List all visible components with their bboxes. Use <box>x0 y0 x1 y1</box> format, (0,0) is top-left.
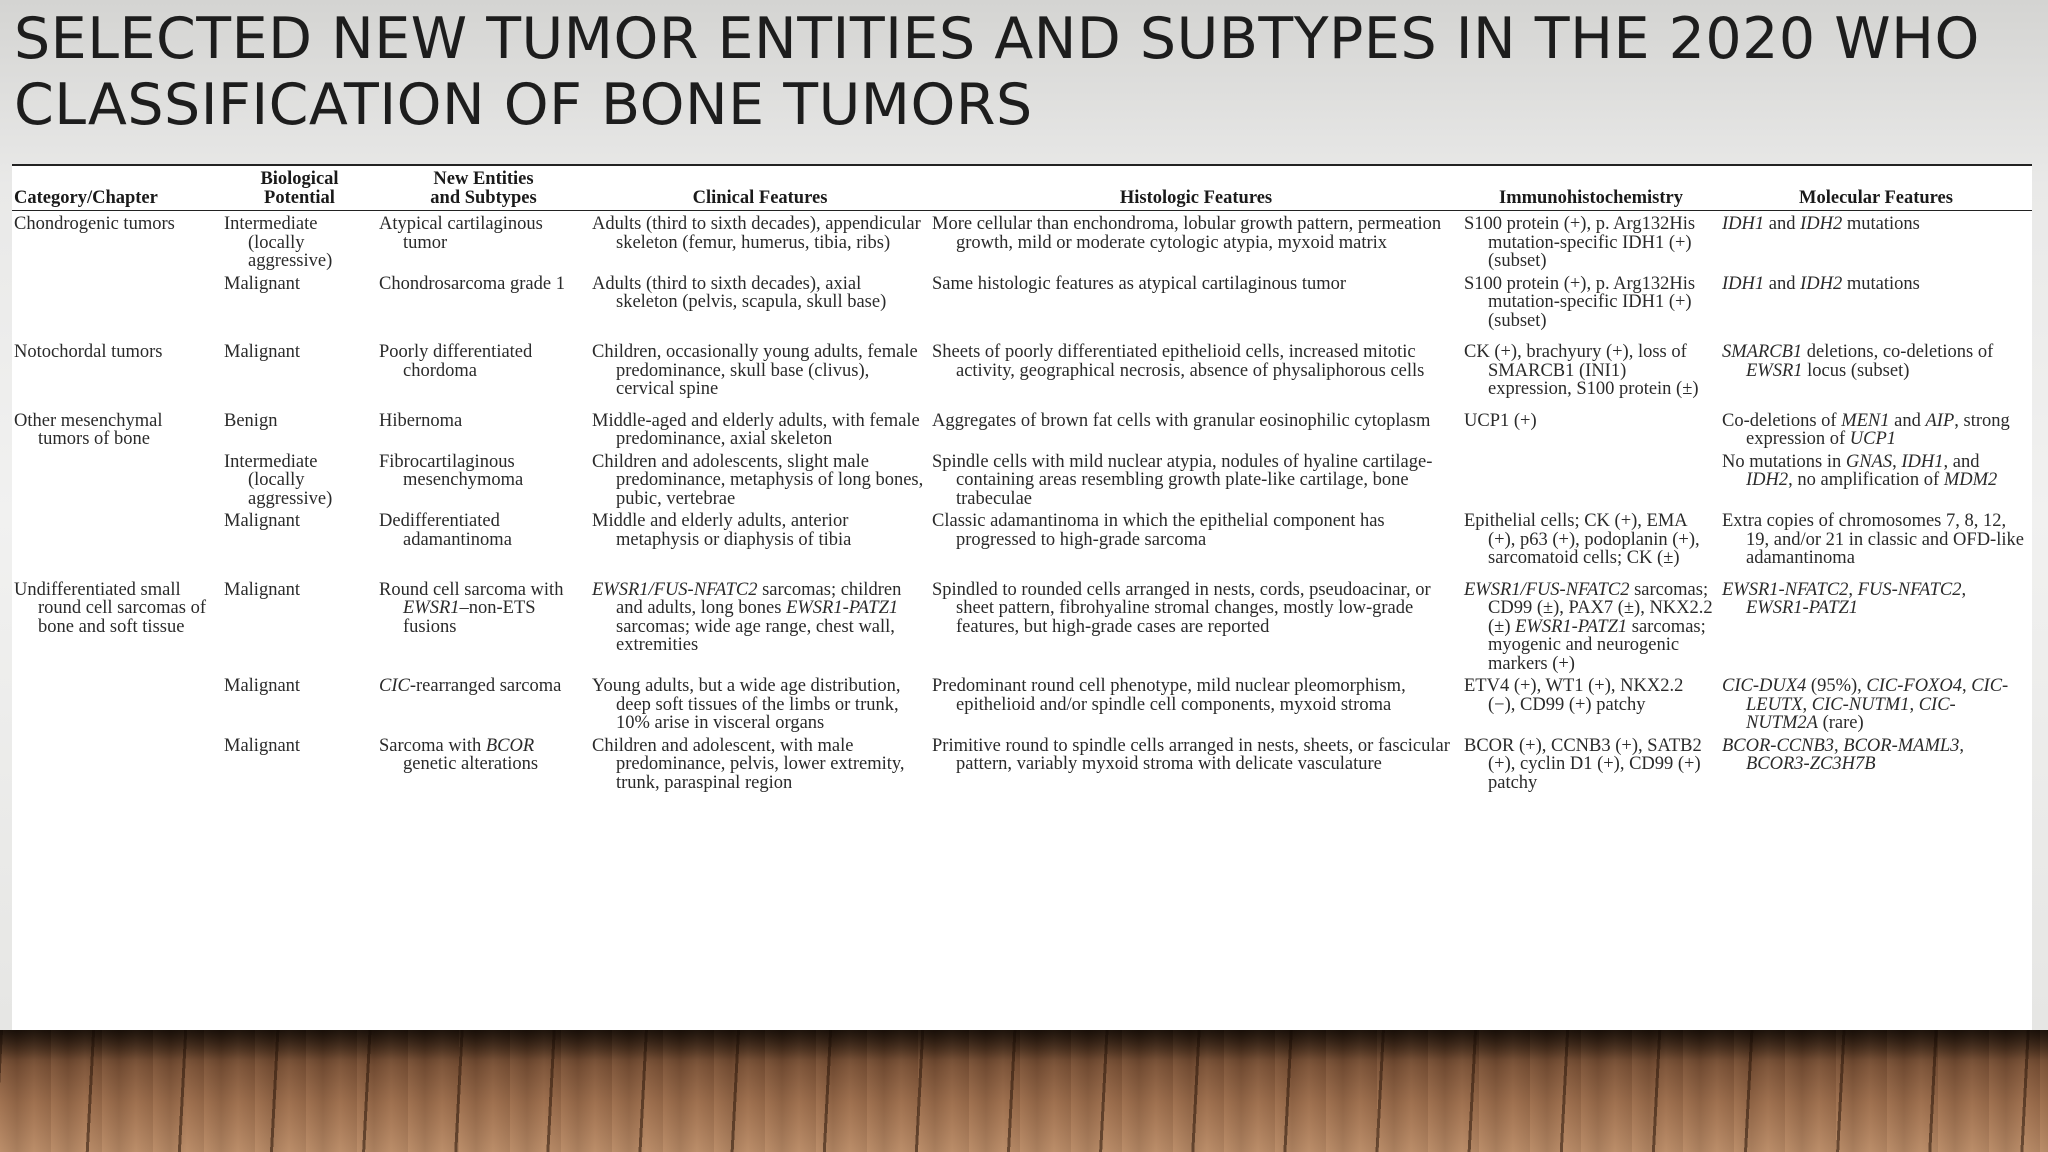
cell-entity: Hibernoma <box>379 410 463 431</box>
cell-category <box>12 733 222 793</box>
header-entities: New Entities and Subtypes <box>430 169 537 208</box>
cell-histologic: Aggregates of brown fat cells with granular eosinophilic cytoplasm <box>932 410 1431 431</box>
cell-histologic: Predominant round cell phenotype, mild nuclear pleomorphism, epithelioid and/or spindle cell components, myxoid stroma <box>932 676 1406 715</box>
cell-molecular: IDH1 and IDH2 mutations <box>1722 273 1920 294</box>
cell-clinical: Young adults, but a wide age distribution, deep soft tissues of the limbs or trunk, 10% arise in visceral organs <box>592 676 901 733</box>
cell-ihc: EWSR1/FUS-NFATC2 sarcomas; CD99 (±), PAX7 (±), NKX2.2 (±) EWSR1-PATZ1 sarcomas; myogenic and neurogenic markers (+) <box>1464 579 1713 674</box>
table-row <box>12 449 2032 509</box>
cell-potential: Intermediate (locally aggressive) <box>224 451 333 509</box>
cell-category <box>12 271 222 331</box>
cell-category <box>12 449 222 509</box>
slide-title-line-1: SELECTED NEW TUMOR ENTITIES AND SUBTYPES IN THE 2020 WHO <box>14 6 1980 72</box>
cell-ihc: BCOR (+), CCNB3 (+), SATB2 (+), cyclin D1 (+), CD99 (+) patchy <box>1464 735 1702 793</box>
cell-ihc <box>1462 449 1720 509</box>
table-row <box>12 568 2032 674</box>
cell-molecular: CIC-DUX4 (95%), CIC-FOXO4, CIC-LEUTX, CIC-NUTM1, CIC-NUTM2A (rare) <box>1722 676 2009 733</box>
cell-entity: Round cell sarcoma with EWSR1–non-ETS fusions <box>379 579 564 637</box>
header-ihc: Immunohistochemistry <box>1499 188 1683 208</box>
table-header-row <box>12 165 2032 211</box>
floor-shadow <box>0 1030 2048 1060</box>
table-row <box>12 271 2032 331</box>
table-row <box>12 508 2032 568</box>
header-clinical: Clinical Features <box>692 188 828 208</box>
cell-ihc: S100 protein (+), p. Arg132His mutation-specific IDH1 (+) (subset) <box>1464 214 1696 271</box>
cell-clinical: Middle-aged and elderly adults, with female predominance, axial skeleton <box>592 410 920 449</box>
cell-histologic: Primitive round to spindle cells arranged in nests, sheets, or fascicular pattern, variably myxoid stroma with delicate vasculature <box>932 735 1450 774</box>
cell-ihc: S100 protein (+), p. Arg132His mutation-specific IDH1 (+) (subset) <box>1464 273 1696 331</box>
cell-ihc: Epithelial cells; CK (+), EMA (+), p63 (+), podoplanin (+), sarcomatoid cells; CK (±) <box>1464 511 1700 568</box>
cell-histologic: Spindle cells with mild nuclear atypia, nodules of hyaline cartilage-containing areas resembling growth plate-like cartilage, bone trabeculae <box>932 451 1433 509</box>
table-row <box>12 399 2032 449</box>
cell-clinical: Children, occasionally young adults, female predominance, skull base (clivus), cervical spine <box>592 342 918 399</box>
cell-category <box>12 508 222 568</box>
cell-potential: Malignant <box>224 342 301 362</box>
cell-category <box>12 673 222 733</box>
cell-clinical: Adults (third to sixth decades), axial skeleton (pelvis, scapula, skull base) <box>592 273 887 312</box>
cell-clinical: Children and adolescents, slight male predominance, metaphysis of long bones, pubic, vertebrae <box>592 451 924 509</box>
cell-molecular: EWSR1-NFATC2, FUS-NFATC2, EWSR1-PATZ1 <box>1722 579 1967 618</box>
cell-category: Notochordal tumors <box>14 342 163 362</box>
cell-entity: Sarcoma with BCOR genetic alterations <box>379 735 539 774</box>
table-row <box>12 733 2032 793</box>
cell-potential: Intermediate (locally aggressive) <box>224 214 333 271</box>
cell-entity: Chondrosarcoma grade 1 <box>379 273 565 294</box>
cell-entity: Atypical cartilaginous tumor <box>379 214 543 253</box>
cell-ihc: CK (+), brachyury (+), loss of SMARCB1 (INI1) expression, S100 protein (±) <box>1464 342 1699 399</box>
cell-potential: Malignant <box>224 579 301 600</box>
cell-histologic: Spindled to rounded cells arranged in nests, cords, pseudoacinar, or sheet pattern, fibrohyaline stromal changes, mostly low-grade features, but high-grade cases are reported <box>932 579 1431 637</box>
cell-histologic: More cellular than enchondroma, lobular growth pattern, permeation growth, mild or moderate cytologic atypia, myxoid matrix <box>932 214 1442 253</box>
cell-clinical: Children and adolescent, with male predominance, pelvis, lower extremity, trunk, paraspinal region <box>592 735 905 793</box>
cell-potential: Malignant <box>224 676 301 696</box>
slide-title-line-2: CLASSIFICATION OF BONE TUMORS <box>14 72 1033 138</box>
cell-clinical: EWSR1/FUS-NFATC2 sarcomas; children and adults, long bones EWSR1-PATZ1 sarcomas; wide age range, chest wall, extremities <box>592 579 902 655</box>
cell-molecular: SMARCB1 deletions, co-deletions of EWSR1 locus (subset) <box>1722 342 1994 381</box>
header-histologic: Histologic Features <box>1119 188 1273 208</box>
table-row <box>12 330 2032 399</box>
cell-histologic: Classic adamantinoma in which the epithelial component has progressed to high-grade sarcoma <box>932 511 1385 550</box>
table-image <box>12 164 2032 1030</box>
cell-potential: Malignant <box>224 511 301 531</box>
cell-entity: Poorly differentiated chordoma <box>379 342 533 381</box>
cell-molecular: Co-deletions of MEN1 and AIP, strong expression of UCP1 <box>1722 410 2010 449</box>
cell-clinical: Middle and elderly adults, anterior metaphysis or diaphysis of tibia <box>592 511 852 550</box>
cell-clinical: Adults (third to sixth decades), appendicular skeleton (femur, humerus, tibia, ribs) <box>592 214 921 253</box>
table-row <box>12 673 2032 733</box>
cell-potential: Benign <box>224 410 278 431</box>
cell-entity: Dedifferentiated adamantinoma <box>379 511 512 550</box>
cell-molecular: No mutations in GNAS, IDH1, and IDH2, no amplification of MDM2 <box>1722 451 1998 490</box>
cell-entity: Fibrocartilaginous mesenchymoma <box>379 451 524 490</box>
header-category: Category/Chapter <box>14 188 158 208</box>
cell-molecular: Extra copies of chromosomes 7, 8, 12, 19, and/or 21 in classic and OFD-like adamantinoma <box>1722 511 2024 568</box>
table-row <box>12 211 2032 271</box>
cell-category: Chondrogenic tumors <box>14 214 175 234</box>
cell-histologic: Sheets of poorly differentiated epithelioid cells, increased mitotic activity, geographical necrosis, absence of physaliphorous cells <box>932 342 1425 381</box>
cell-category: Other mesenchymal tumors of bone <box>14 410 163 449</box>
cell-ihc: ETV4 (+), WT1 (+), NKX2.2 (−), CD99 (+) patchy <box>1464 676 1684 715</box>
header-molecular: Molecular Features <box>1799 188 1953 208</box>
who-classification-table <box>12 164 2032 792</box>
cell-potential: Malignant <box>224 735 301 756</box>
cell-histologic: Same histologic features as atypical cartilaginous tumor <box>932 273 1347 294</box>
cell-ihc: UCP1 (+) <box>1464 410 1537 431</box>
header-potential: Biological Potential <box>260 169 339 208</box>
cell-potential: Malignant <box>224 273 301 294</box>
slide-title <box>14 6 2014 138</box>
cell-entity: CIC-rearranged sarcoma <box>379 676 562 696</box>
cell-molecular: IDH1 and IDH2 mutations <box>1722 214 1920 234</box>
cell-category: Undifferentiated small round cell sarcomas of bone and soft tissue <box>14 579 206 637</box>
cell-molecular: BCOR-CCNB3, BCOR-MAML3, BCOR3-ZC3H7B <box>1722 735 1965 774</box>
